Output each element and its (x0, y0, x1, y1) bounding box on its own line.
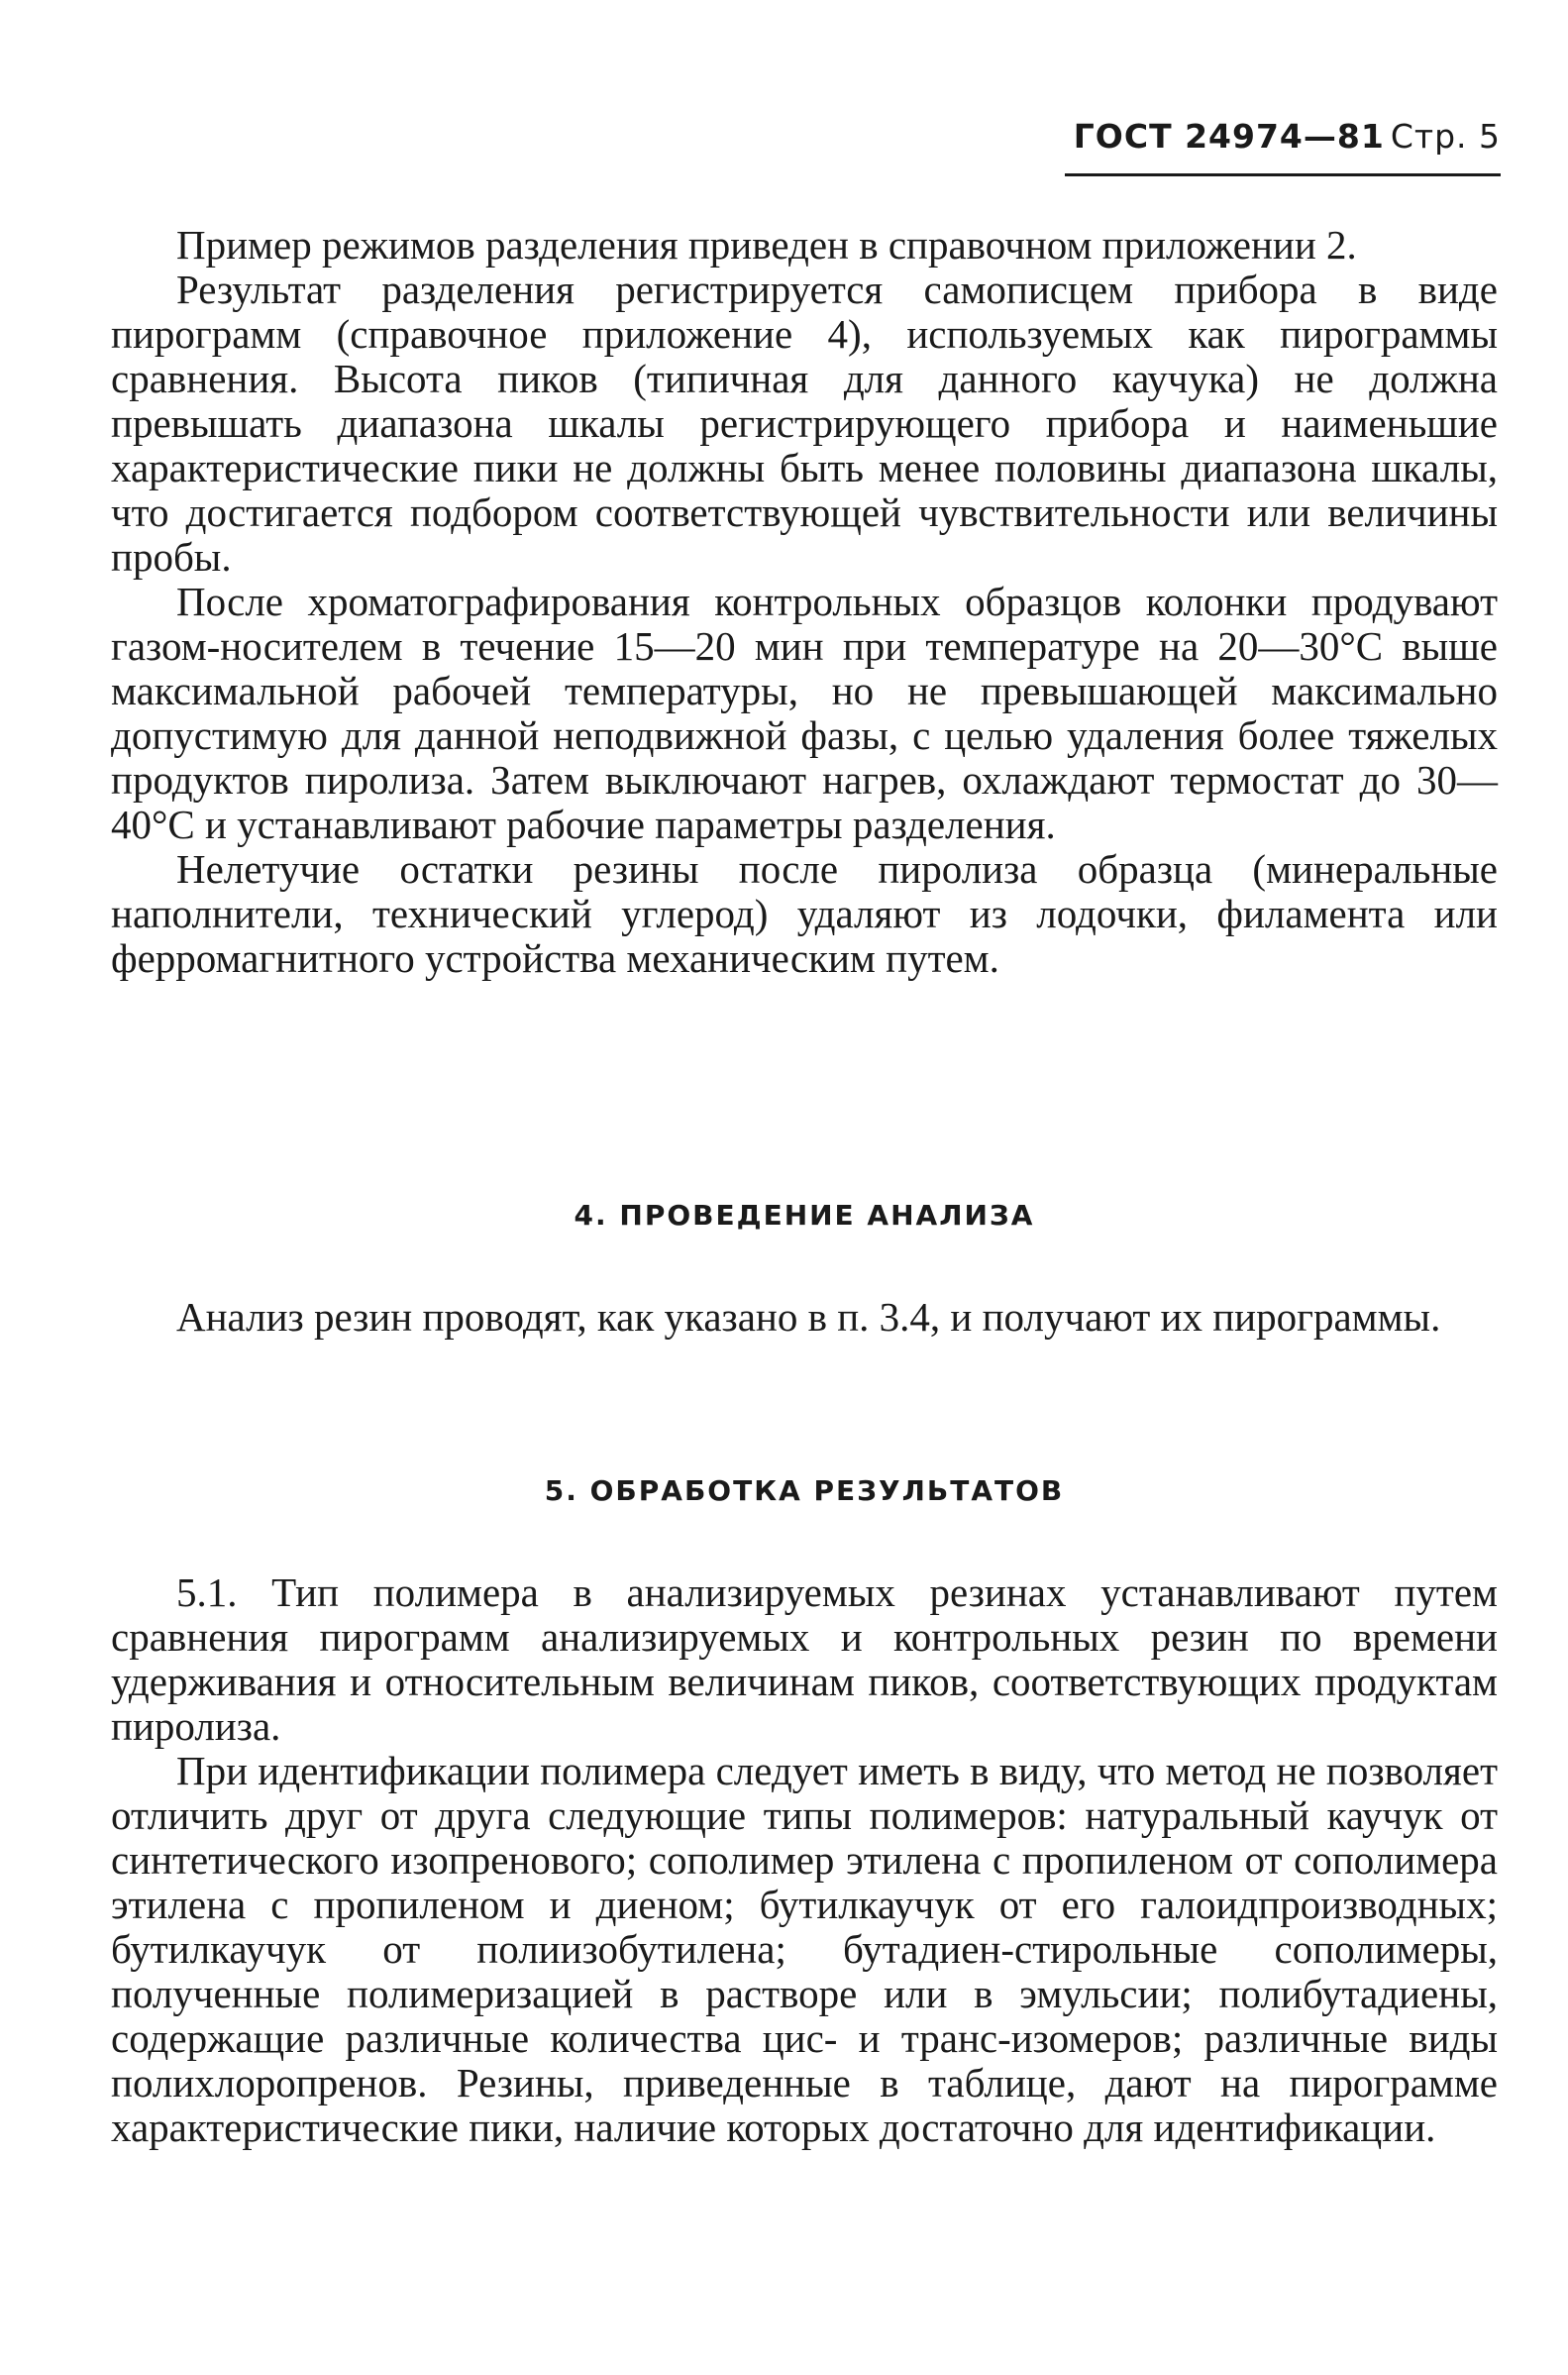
page-header (1065, 117, 1501, 176)
intro-text-block (111, 223, 1498, 981)
paragraph-analysis: Анализ резин проводят, как указано в п. 3.4, и получают их пирограммы. (176, 1294, 1441, 1340)
paragraph-separation-result: Результат разделения регистрируется самописцем прибора в виде пирограмм (справочное приложение 4), используемых как пирограммы сравнения. Высота пиков (типичная для данного каучука) не должна превышать диапазона шкалы регистрирующего прибора и наименьшие характеристические пики не должны быть менее половины диапазона шкалы, что достигается подбором соответствующей чувствительности или величины пробы. (111, 267, 1498, 580)
header-line (1074, 117, 1501, 156)
section-4-heading: 4. ПРОВЕДЕНИЕ АНАЛИЗА (574, 1199, 1035, 1232)
paragraph-residue-removal: Нелетучие остатки резины после пиролиза образца (минеральные наполнители, технический углерод) удаляют из лодочки, филамента или ферромагнитного устройства механическим путем. (111, 846, 1498, 981)
standard-number: ГОСТ 24974—81 (1073, 117, 1385, 156)
paragraph-separation-example: Пример режимов разделения приведен в справочном приложении 2. (176, 222, 1357, 268)
section-5-text-block (111, 1570, 1498, 2150)
section-4-text-block (111, 1295, 1498, 1340)
paragraph-5-1: 5.1. Тип полимера в анализируемых резинах устанавливают путем сравнения пирограмм анализируемых и контрольных резин по времени удерживания и относительным величинам пиков, соответствующих продуктам пиролиза. (111, 1569, 1498, 1749)
paragraph-column-purging: После хроматографирования контрольных образцов колонки продувают газом-носителем в течение 15—20 мин при температуре на 20—30°С выше максимальной рабочей температуры, но не превышающей максимально допустимую для данной неподвижной фазы, с целью удаления более тяжелых продуктов пиролиза. Затем выключают нагрев, охлаждают термостат до 30—40°С и устанавливают рабочие параметры разделения. (111, 579, 1498, 847)
page-number: Стр. 5 (1390, 117, 1501, 156)
paragraph-identification-note: При идентификации полимера следует иметь в виду, что метод не позволяет отличить друг от друга следующие типы полимеров: натуральный каучук от синтетического изопренового; сополимер этилена с пропиленом от сополимера этилена с пропиленом и диеном; бутилкаучук от его галоидпроизводных; бутилкаучук от полиизобутилена; бутадиен-стирольные сополимеры, полученные полимеризацией в растворе или в эмульсии; полибутадиены, содержащие различные количества цис- и транс-изомеров; различные виды полихлоропренов. Резины, приведенные в таблице, дают на пирограмме характеристические пики, наличие которых достаточно для идентификации. (111, 1748, 1498, 2150)
section-5-heading: 5. ОБРАБОТКА РЕЗУЛЬТАТОВ (544, 1474, 1065, 1507)
